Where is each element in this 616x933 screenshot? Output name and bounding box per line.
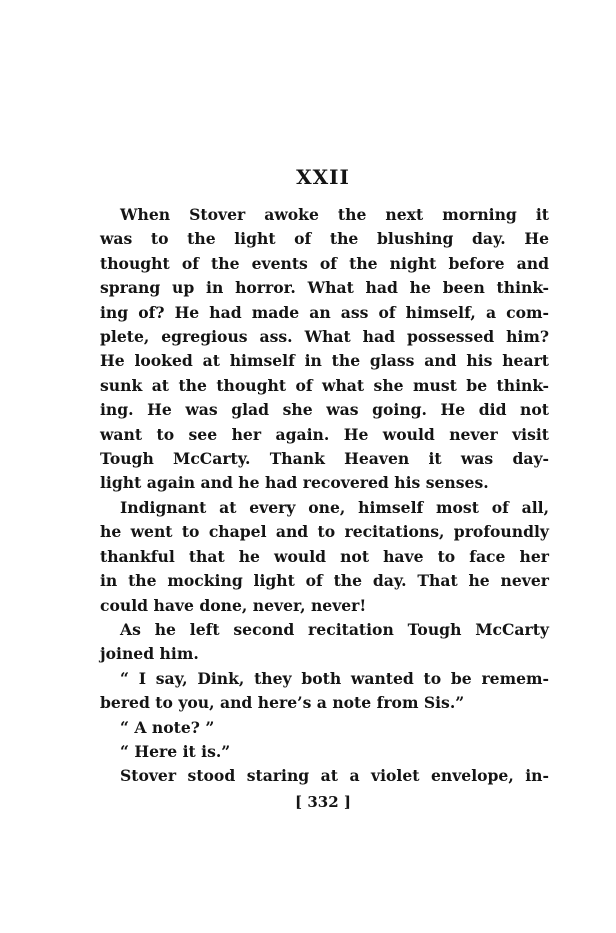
text-line: When Stover awoke the next morning it (120, 205, 549, 224)
text-line: joined him. (100, 644, 199, 664)
text-line: sprang up in horror. What had he been think- (100, 278, 549, 298)
text-line: “ Here it is.” (120, 741, 231, 761)
text-line: he went to chapel and to recitations, profoundly (100, 522, 549, 542)
text-line: could have done, never, never! (100, 595, 367, 615)
text-line: “ I say, Dink, they both wanted to be remem- (120, 668, 549, 688)
text-line: thankful that he would not have to face her (100, 546, 549, 566)
text-line: thought of the events of the night before and (100, 253, 549, 273)
text-line: in the mocking light of the day. That he never (100, 571, 549, 591)
text-line: want to see her again. He would never visit (100, 424, 549, 444)
text-line: sunk at the thought of what she must be think- (100, 375, 549, 395)
text-line: plete, egregious ass. What had possessed him? (100, 327, 549, 347)
page-number: [ 332 ] (295, 793, 351, 811)
text-line: As he left second recitation Tough McCarty (120, 619, 549, 639)
body-text (100, 203, 549, 789)
text-line: He looked at himself in the glass and his heart (100, 351, 549, 371)
text-line: Tough McCarty. Thank Heaven it was day- (100, 449, 549, 469)
text-line: was to the light of the blushing day. He (100, 229, 549, 249)
text-line: light again and he had recovered his senses. (100, 473, 489, 493)
text-line: ing of? He had made an ass of himself, a com- (100, 302, 549, 322)
chapter-heading: XXII (296, 165, 350, 189)
text-line: Stover stood staring at a violet envelope, in- (120, 766, 549, 786)
text-line: “ A note? ” (120, 717, 215, 737)
text-line: ing. He was glad she was going. He did not (100, 400, 549, 420)
text-line: Indignant at every one, himself most of all, (120, 497, 549, 517)
text-line: bered to you, and here’s a note from Sis.” (100, 693, 465, 713)
